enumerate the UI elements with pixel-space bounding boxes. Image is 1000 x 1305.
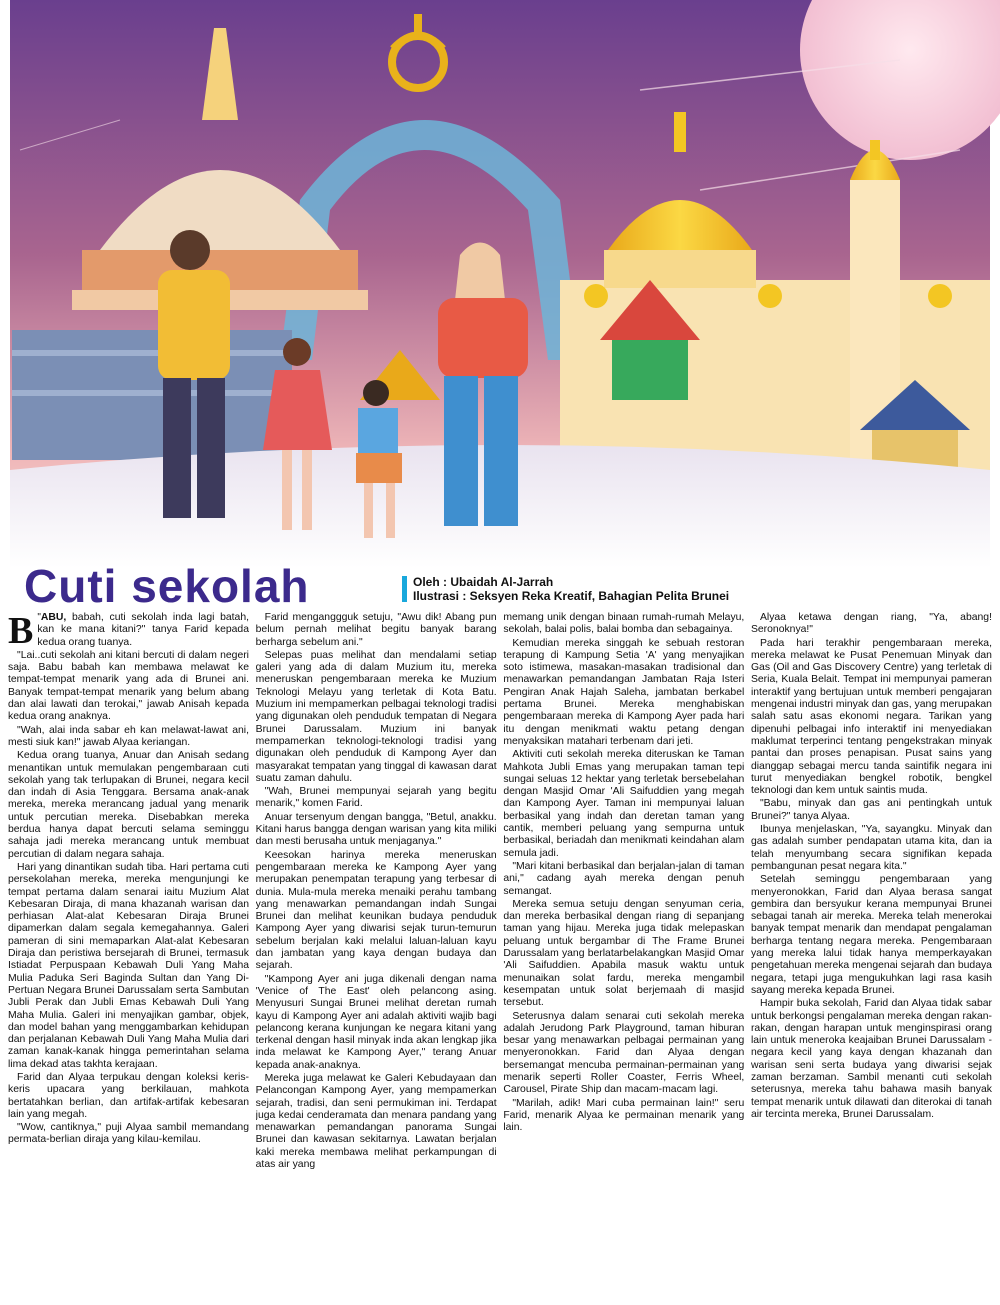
paragraph: Farid menganggguk setuju, "Awu dik! Abang pun belum pernah melihat begitu banyak barang berharga sebelum ani." <box>255 612 497 648</box>
paragraph: Keesokan harinya mereka meneruskan pengembaraan mereka ke Kampong Ayer yang merupakan penempatan terapung yang terbesar di dunia. Mula-mula mereka menaiki perahu tambang yang menawarkan pemandangan indah Sungai Brunei dan melihat keunikan budaya penduduk Kampong Ayer yang diwarisi sejak turun-temurun sebelum berjalan kaki melalui laluan-laluan kayu dan jambatan yang kaya dengan budaya dan sejarah. <box>255 849 497 972</box>
article-column-3 <box>503 612 744 1302</box>
paragraph: Anuar tersenyum dengan bangga, "Betul, anakku. Kitani harus bangga dengan warisan yang kita miliki dan mesti berusaha untuk menjaganya." <box>255 811 497 848</box>
paragraph: Selepas puas melihat dan mendalami setiap galeri yang ada di dalam Muzium itu, mereka meneruskan pengembaraan mereka ke Muzium Teknologi Melayu yang terletak di Kota Batu. Muzium ini mempamerkan pelbagai teknologi tradisi yang digunakan oleh penduduk tempatan di Negara Brunei Darussalam. Muzium ini banyak mempamerkan teknologi-teknologi tradisi yang digunakan oleh penduduk di Kampong Ayer dan masyarakat tempatan yang tinggal di kawasan darat suatu zaman dahulu. <box>255 649 497 784</box>
brunei-landmarks-family-illustration <box>0 0 1000 568</box>
paragraph: Seterusnya dalam senarai cuti sekolah mereka adalah Jerudong Park Playground, taman hiburan besar yang menawarkan pelbagai permainan yang menyeronokkan. Farid dan Alyaa dengan bersemangat mencuba permainan-permainan yang menarik seperti Roller Coaster, Ferris Wheel, Carousel, Pirate Ship dan macam-macam lagi. <box>503 1010 745 1096</box>
paragraph: Ibunya menjelaskan, "Ya, sayangku. Minyak dan gas adalah sumber pendapatan utama kita, dan ia telah menyumbang secara signifikan kepada pembangunan pesat negara kita." <box>750 824 992 872</box>
paragraph: Pada hari terakhir pengembaraan mereka, mereka melawat ke Pusat Penemuan Minyak dan Gas (Oil and Gas Discovery Centre) yang terletak di Seria, Kuala Belait. Tempat ini mempunyai pameran interaktif yang bertujuan untuk memberi pengajaran mengenai industri minyak dan gas, yang merupakan salah satu asas ekonomi negara. Tarikan yang dipenuhi pelbagai info interaktif ini menyediakan maklumat terperinci tentang pengekstrakan minyak pantai dan proses penapisan. Pusat sains yang dianggap sebagai mercu tanda saintifik negara ini turut menyediakan bengkel robotik, bengkel teknologi dan kem untuk saintis muda. <box>750 637 992 797</box>
paragraph: "Wow, cantiknya," puji Alyaa sambil memandang permata-berlian diraja yang kilau-kemilau. <box>8 1122 249 1146</box>
paragraph: Mereka juga melawat ke Galeri Kebudayaan dan Pelancongan Kampong Ayer, yang mempamerkan sejarah, tradisi, dan seni permukiman ini. Terdapat juga kedai cenderamata dan menara pandang yang menawarkan pemandangan panorama Sungai Brunei dan kawasan sekitarnya. Lawatan berjalan kaki mereka membawa melihat perkampungan di atas air yang <box>255 1072 497 1171</box>
article-title: Cuti sekolah <box>24 560 310 612</box>
paragraph: Kemudian mereka singgah ke sebuah restoran terapung di Kampung Setia 'A' yang menyajikan soto istimewa, masakan-masakan tradisional dan menawarkan pemandangan Jambatan Raja Isteri Pengiran Anak Hajah Saleha, jambatan berkabel pertama Brunei. Mereka menghabiskan pengembaraan mereka di Kampong Ayer pada hari itu dengan menikmati waktu petang dengan menyaksikan matahari terbenam dari jeti. <box>503 637 745 747</box>
paragraph: "Kampong Ayer ani juga dikenali dengan nama 'Venice of The East' oleh pelancong asing. Menyusuri Sungai Brunei melihat deretan rumah kayu di Kampong Ayer ani adalah aktiviti wajib bagi pelancong kerana kunjungan ke negara kitani yang terkenal dengan hasil minyak inda akan lengkap jika inda melawat ke Kampong Ayer," terang Anuar kepada anak-anaknya. <box>255 973 497 1071</box>
paragraph: memang unik dengan binaan rumah-rumah Melayu, sekolah, balai polis, balai bomba dan sebagainya. <box>503 612 745 636</box>
article-column-4 <box>751 612 992 1302</box>
paragraph: Setelah seminggu pengembaraan yang menyeronokkan, Farid dan Alyaa berasa sangat gembira dan bersyukur kerana mempunyai Brunei sebagai tanah air mereka. Mereka telah menerokai banyak tempat menarik dan mendapat pengalaman berharga tentang negara mereka. Pengembaraan yang mereka lalui tidak hanya memperkayakan pengetahuan mereka mengenai sejarah dan budaya negara, tetapi juga mengukuhkan lagi rasa kasih sayang mereka kepada Brunei. <box>750 874 992 996</box>
drop-cap: B <box>8 612 34 652</box>
credit-accent-bar <box>402 576 407 602</box>
opening-quote: " <box>37 612 41 623</box>
paragraph: Hampir buka sekolah, Farid dan Alyaa tidak sabar untuk berkongsi pengalaman mereka dengan rakan-rakan, dengan harapan untuk menginspirasi orang lain untuk meneroka keajaiban Brunei Darussalam - negara kecil yang kaya dengan khazanah dan warisan seni serta budaya yang diwarisi sejak zaman berzaman. Sambil menanti cuti sekolah seterusnya, mereka tahu bahawa masih banyak tempat menarik untuk dilawati dan diterokai di tanah air tercinta mereka, Brunei Darussalam. <box>750 998 992 1120</box>
paragraph: "Lai..cuti sekolah ani kitani bercuti di dalam negeri saja. Babu babah kan membawa melawat ke tempat-tempat menarik yang ada di Brunei ani. Banyak tempat-tempat menarik yang belum abang dan alai lawati dan terokai," jawab Anisah kepada kedua orang anaknya. <box>8 649 249 723</box>
paragraph: babah, cuti sekolah inda lagi batah, kan ke mana kitani?" tanya Farid kepada kedua orang tuanya. <box>37 612 249 648</box>
hero-illustration <box>0 0 1000 568</box>
byline: Oleh : Ubaidah Al-Jarrah <box>413 575 554 589</box>
paragraph: Alyaa ketawa dengan riang, "Ya, abang! Seronoknya!" <box>750 612 992 636</box>
article-column-1 <box>8 612 249 1302</box>
paragraph: Aktiviti cuti sekolah mereka diteruskan ke Taman Mahkota Jubli Emas yang merupakan taman tepi sungai seluas 12 hektar yang terletak bersebelahan dengan Masjid Omar 'Ali Saifuddien yang megah dan Kampong Ayer. Taman ini mempunyai laluan berbasikal yang indah dan deretan taman yang cantik, memberi peluang yang sempurna untuk berbasikal, beriadah dan menikmati keindahan alam semula jadi. <box>503 749 745 859</box>
paragraph: "Babu, minyak dan gas ani pentingkah untuk Brunei?" tanya Alyaa. <box>750 798 992 822</box>
article-body <box>8 612 992 1302</box>
paragraph: "Wah, alai inda sabar eh kan melawat-lawat ani, mesti siuk kan!" jawab Alyaa keriangan. <box>8 724 249 748</box>
paragraph: Mereka semua setuju dengan senyuman ceria, dan mereka berbasikal dengan riang di sepanjang taman yang hijau. Mereka juga tidak melepaskan peluang untuk bergambar di The Frame Brunei Darussalam yang berlatarbelakangkan Masjid Omar 'Ali Saifuddien. Apabila masuk waktu untuk menunaikan solat fardu, mereka mengambil kesempatan untuk solat berjemaah di masjid tersebut. <box>503 898 745 1009</box>
article-credits <box>413 575 729 603</box>
article-column-2 <box>256 612 497 1302</box>
paragraph: Hari yang dinantikan sudah tiba. Hari pertama cuti persekolahan mereka, mereka mengunjungi ke tempat pertama dalam senarai iaitu Muzium Alat Kebesaran Diraja, di mana khazanah warisan dan perhiasan Alat-alat Kebesaran Diraja Brunei dipamerkan dalam segala kemegahannya. Galeri pameran di sini memaparkan Alat-alat Kebesaran Diraja dan peristiwa bersejarah di Brunei, termasuk Istiadat Perpuspaan Kebawah Duli Yang Maha Mulia Paduka Seri Baginda Sultan dan Yang Di-Pertuan Negara Brunei Darussalam serta Sambutan Jubli Perak dan Jubli Emas Kebawah Duli Yang Maha Mulia. Galeri ini menyajikan gambar, objek, dan model bahan yang menggambarkan kehidupan dan perjalanan Kebawah Duli Yang Maha Mulia dari zaman kanak-kanak hingga pemerintahan selama lima dekad atas takhta kerajaan. <box>8 861 249 1070</box>
paragraph: Kedua orang tuanya, Anuar dan Anisah sedang menantikan untuk memulakan pengembaraan cuti sekolah yang tak terlupakan di Brunei, negara kecil dan indah di Asia Tenggara. Bersama anak-anak mereka, mereka merancang jadual yang menarik untuk percutian mereka. Disebabkan mereka berdua hanya dapat bercuti selama seminggu sahaja jadi mereka merancang untuk membuat percutian di dalam negara sahaja. <box>8 750 249 860</box>
headline-row <box>10 560 990 612</box>
lead-paragraph <box>8 612 249 652</box>
paragraph: Farid dan Alyaa terpukau dengan koleksi keris-keris upacara yang berkilauan, mahkota bertatahkan berlian, dan artifak-artifak kebesaran lain yang megah. <box>8 1071 249 1120</box>
lead-word: ABU, <box>40 612 67 623</box>
paragraph: "Mari kitani berbasikal dan berjalan-jalan di taman ani," cadang ayah mereka dengan penuh semangat. <box>503 860 745 897</box>
paragraph: "Marilah, adik! Mari cuba permainan lain!" seru Farid, menarik Alyaa ke permainan menarik yang lain. <box>503 1097 745 1134</box>
paragraph: "Wah, Brunei mempunyai sejarah yang begitu menarik," komen Farid. <box>255 786 497 810</box>
illustration-credit: Ilustrasi : Seksyen Reka Kreatif, Bahagian Pelita Brunei <box>413 589 730 603</box>
